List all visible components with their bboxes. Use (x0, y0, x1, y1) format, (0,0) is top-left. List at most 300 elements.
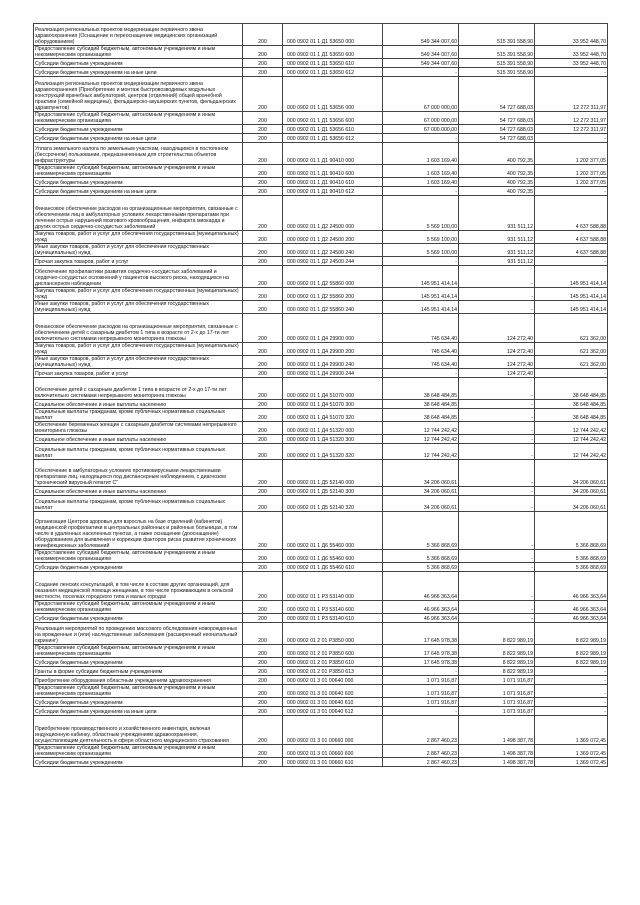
executed-amount-cell: 515 391 558,90 (459, 46, 535, 59)
executed-amount-cell: 54 727 688,03 (459, 112, 535, 125)
executed-amount-cell: 515 391 558,90 (459, 68, 535, 77)
expense-name-cell: Субсидии бюджетным учреждениям (34, 59, 243, 68)
approved-amount-cell: 34 206 060,61 (383, 487, 459, 496)
expense-name-cell: Социальные выплаты гражданам, кроме публичных нормативных социальных выплат (34, 409, 243, 422)
unexecuted-amount-cell: 12 272 311,97 (535, 77, 608, 112)
approved-amount-cell: 2 867 460,23 (383, 758, 459, 767)
line-code-cell: 200 (243, 550, 283, 563)
expense-name-cell: Субсидии бюджетным учреждениям на иные цели (34, 68, 243, 77)
line-code-cell: 200 (243, 143, 283, 165)
expense-name-cell: Создание ленских консультаций, в том числе в составе других организаций, для оказания медицинской помощи женщинам, в том числе проживающим в сельской местности, поселках городского типа и малых городах (34, 572, 243, 601)
unexecuted-amount-cell: - (535, 685, 608, 698)
executed-amount-cell: 54 727 688,03 (459, 77, 535, 112)
executed-amount-cell: 931 511,12 (459, 257, 535, 266)
classification-code-cell: 000 0902 01 3 01 00640 000 (283, 676, 383, 685)
table-row (34, 400, 608, 409)
unexecuted-amount-cell: 5 366 868,69 (535, 550, 608, 563)
classification-code-cell: 000 0902 01 1 Д4 29900 000 (283, 314, 383, 343)
line-code-cell: 200 (243, 231, 283, 244)
classification-code-cell: 000 0902 01 1 Д6 55460 000 (283, 512, 383, 550)
line-code-cell: 200 (243, 59, 283, 68)
expense-name-cell: Социальные выплаты гражданам, кроме публичных нормативных социальных выплат (34, 496, 243, 512)
classification-code-cell: 000 0902 01 1 Р3 53140 600 (283, 601, 383, 614)
line-code-cell: 200 (243, 288, 283, 301)
executed-amount-cell: 931 511,12 (459, 231, 535, 244)
executed-amount-cell: - (459, 460, 535, 487)
approved-amount-cell: 67 000 000,00 (383, 125, 459, 134)
classification-code-cell: 000 0902 01 1 Д2 55860 240 (283, 301, 383, 314)
approved-amount-cell: 5 569 100,00 (383, 196, 459, 231)
classification-code-cell: 000 0902 01 1 Д4 51320 300 (283, 435, 383, 444)
unexecuted-amount-cell: 1 369 072,45 (535, 758, 608, 767)
expense-name-cell: Предоставление субсидий бюджетным, автономным учреждениям и иным некоммерческим организациям (34, 46, 243, 59)
approved-amount-cell: 12 744 242,42 (383, 444, 459, 460)
expense-name-cell: Субсидии бюджетным учреждениям (34, 658, 243, 667)
executed-amount-cell: - (459, 487, 535, 496)
classification-code-cell: 000 0902 01 1 Д2 24500 240 (283, 244, 383, 257)
classification-code-cell: 000 0902 01 1 Д2 55860 000 (283, 266, 383, 288)
expense-name-cell: Предоставление субсидий бюджетным, автономным учреждениям и иным некоммерческим организациям (34, 112, 243, 125)
table-row (34, 563, 608, 572)
expense-name-cell: Предоставление субсидий бюджетным, автономным учреждениям и иным некоммерческим организациям (34, 601, 243, 614)
classification-code-cell: 000 0902 01 1 Д4 51070 320 (283, 409, 383, 422)
table-row (34, 59, 608, 68)
approved-amount-cell: 745 634,40 (383, 343, 459, 356)
unexecuted-amount-cell: 12 272 311,97 (535, 125, 608, 134)
expense-name-cell: Субсидии бюджетным учреждениям (34, 758, 243, 767)
line-code-cell: 200 (243, 745, 283, 758)
expense-name-cell: Закупка товаров, работ и услуг для обеспечения государственных (муниципальных) нужд (34, 288, 243, 301)
line-code-cell: 200 (243, 623, 283, 645)
unexecuted-amount-cell: 1 369 072,45 (535, 716, 608, 745)
executed-amount-cell: 931 511,12 (459, 244, 535, 257)
unexecuted-amount-cell: 4 637 588,88 (535, 196, 608, 231)
approved-amount-cell: 1 071 916,87 (383, 698, 459, 707)
approved-amount-cell: 5 569 100,00 (383, 244, 459, 257)
approved-amount-cell: 46 966 363,64 (383, 601, 459, 614)
unexecuted-amount-cell: 12 744 242,42 (535, 435, 608, 444)
table-row (34, 444, 608, 460)
classification-code-cell: 000 0902 01 3 01 00640 610 (283, 698, 383, 707)
line-code-cell: 200 (243, 356, 283, 369)
executed-amount-cell: 54 727 688,03 (459, 125, 535, 134)
approved-amount-cell: 745 634,40 (383, 356, 459, 369)
expense-name-cell: Финансовое обеспечение расходов на организационные мероприятия, связанные с обеспечением детей с сахарным диабетом 1 типа в возрасте от 2-х до 17-ти лет включительно системами непрерывного мониторинга глюкозы (34, 314, 243, 343)
expense-name-cell: Иные закупки товаров, работ и услуг для обеспечения государственных (муниципальных) нужд (34, 301, 243, 314)
classification-code-cell: 000 0902 01 3 01 00660 600 (283, 745, 383, 758)
unexecuted-amount-cell: 1 202 377,05 (535, 178, 608, 187)
table-row (34, 143, 608, 165)
expense-name-cell: Организация Центров здоровья для взрослых на базе отделений (кабинетов) медицинской профилактики в центральных районных и районных больницах, в том числе в удаленных населенных пунктах, а также оснащение (дооснащение) оборудованием для выявления и коррекции факторов риска развития хронических неинфекционных заболеваний (34, 512, 243, 550)
executed-amount-cell: - (459, 601, 535, 614)
executed-amount-cell: 124 272,40 (459, 314, 535, 343)
executed-amount-cell: - (459, 301, 535, 314)
expense-name-cell: Предоставление субсидий бюджетным, автономным учреждениям и иным некоммерческим организациям (34, 165, 243, 178)
expense-name-cell: Субсидии бюджетным учреждениям на иные цели (34, 707, 243, 716)
approved-amount-cell: 38 648 484,85 (383, 409, 459, 422)
classification-code-cell: 000 0902 01 1 Д2 24500 200 (283, 231, 383, 244)
table-row (34, 356, 608, 369)
expense-name-cell: Субсидии бюджетным учреждениям на иные цели (34, 187, 243, 196)
line-code-cell: 200 (243, 422, 283, 435)
classification-code-cell: 000 0902 01 1 Д5 52140 000 (283, 460, 383, 487)
unexecuted-amount-cell: 38 648 484,85 (535, 409, 608, 422)
line-code-cell: 200 (243, 698, 283, 707)
table-row (34, 288, 608, 301)
line-code-cell: 200 (243, 758, 283, 767)
classification-code-cell: 000 0902 01 1 Д5 52140 300 (283, 487, 383, 496)
approved-amount-cell: 12 744 242,42 (383, 422, 459, 435)
classification-code-cell: 000 0902 01 2 01 Р3850 000 (283, 623, 383, 645)
table-row (34, 257, 608, 266)
classification-code-cell: 000 0902 01 1 Д4 29900 244 (283, 369, 383, 378)
line-code-cell: 200 (243, 112, 283, 125)
table-row (34, 125, 608, 134)
expense-name-cell: Субсидии бюджетным учреждениям на иные цели (34, 134, 243, 143)
approved-amount-cell: 549 344 007,60 (383, 46, 459, 59)
unexecuted-amount-cell: - (535, 707, 608, 716)
unexecuted-amount-cell: - (535, 676, 608, 685)
unexecuted-amount-cell: 5 366 868,69 (535, 512, 608, 550)
line-code-cell: 200 (243, 487, 283, 496)
unexecuted-amount-cell: 12 744 242,42 (535, 444, 608, 460)
expense-name-cell: Реализация мероприятий по проведению массового обследования новорожденных на врожденные и (или) наследственные заболевания (расширенный неонатальный скрининг) (34, 623, 243, 645)
unexecuted-amount-cell: - (535, 369, 608, 378)
approved-amount-cell: 145 951 414,14 (383, 288, 459, 301)
classification-code-cell: 000 0902 01 1 Д1 90410 600 (283, 165, 383, 178)
expense-name-cell: Закупка товаров, работ и услуг для обеспечения государственных (муниципальных) нужд (34, 231, 243, 244)
expense-name-cell: Уплата земельного налога по земельным участкам, находящимся в постоянном (бессрочном) пользовании, предназначенным для строительства объектов инфраструктуры (34, 143, 243, 165)
line-code-cell: 200 (243, 601, 283, 614)
unexecuted-amount-cell: 1 202 377,05 (535, 165, 608, 178)
expense-name-cell: Обеспечение беременных женщин с сахарным диабетом системами непрерывного мониторинга глюкозы (34, 422, 243, 435)
table-row (34, 645, 608, 658)
executed-amount-cell: - (459, 563, 535, 572)
classification-code-cell: 000 0902 01 1 Д4 51070 000 (283, 378, 383, 400)
unexecuted-amount-cell: 34 206 060,61 (535, 496, 608, 512)
approved-amount-cell: - (383, 707, 459, 716)
approved-amount-cell: 17 645 978,38 (383, 658, 459, 667)
approved-amount-cell: - (383, 369, 459, 378)
expense-name-cell: Социальные выплаты гражданам, кроме публичных нормативных социальных выплат (34, 444, 243, 460)
executed-amount-cell: 8 822 989,19 (459, 658, 535, 667)
table-row (34, 707, 608, 716)
expense-name-cell: Субсидии бюджетным учреждениям (34, 178, 243, 187)
approved-amount-cell: 34 206 060,61 (383, 460, 459, 487)
unexecuted-amount-cell: 33 952 448,70 (535, 59, 608, 68)
unexecuted-amount-cell: - (535, 667, 608, 676)
table-row (34, 496, 608, 512)
line-code-cell: 200 (243, 244, 283, 257)
table-row (34, 314, 608, 343)
classification-code-cell: 000 0902 01 1 Д1 53656 610 (283, 125, 383, 134)
unexecuted-amount-cell: 33 952 448,70 (535, 24, 608, 46)
unexecuted-amount-cell: 1 202 377,05 (535, 143, 608, 165)
line-code-cell: 200 (243, 658, 283, 667)
table-row (34, 572, 608, 601)
line-code-cell: 200 (243, 266, 283, 288)
expense-name-cell: Предоставление субсидий бюджетным, автономным учреждениям и иным некоммерческим организациям (34, 550, 243, 563)
approved-amount-cell: 46 966 363,64 (383, 572, 459, 601)
approved-amount-cell: 745 634,40 (383, 314, 459, 343)
line-code-cell: 200 (243, 46, 283, 59)
classification-code-cell: 000 0902 01 1 Д4 51320 320 (283, 444, 383, 460)
executed-amount-cell: 931 511,12 (459, 196, 535, 231)
executed-amount-cell: 54 727 688,03 (459, 134, 535, 143)
line-code-cell: 200 (243, 165, 283, 178)
expense-name-cell: Субсидии бюджетным учреждениям (34, 125, 243, 134)
expense-name-cell: Реализация региональных проектов модернизации первичного звена здравоохранения (Приобретение и монтаж быстровозводимых модульных конструкций врачебных амбулаторий, центров (отделений) общей врачебной практики (семейной медицины), фельдшерско-акушерских пунктов, фельдшерских здравпунктов) (34, 77, 243, 112)
approved-amount-cell: - (383, 257, 459, 266)
executed-amount-cell: - (459, 614, 535, 623)
approved-amount-cell: - (383, 667, 459, 676)
classification-code-cell: 000 0902 01 1 Д4 51320 000 (283, 422, 383, 435)
table-row (34, 301, 608, 314)
table-row (34, 676, 608, 685)
line-code-cell: 200 (243, 645, 283, 658)
line-code-cell: 200 (243, 187, 283, 196)
classification-code-cell: 000 0902 01 1 Д1 53656 600 (283, 112, 383, 125)
classification-code-cell: 000 0902 01 1 Д2 24500 000 (283, 196, 383, 231)
unexecuted-amount-cell: 8 822 989,19 (535, 658, 608, 667)
table-row (34, 378, 608, 400)
classification-code-cell: 000 0902 01 1 Д4 29900 240 (283, 356, 383, 369)
classification-code-cell: 000 0902 01 3 01 00660 610 (283, 758, 383, 767)
expense-name-cell: Субсидии бюджетным учреждениям (34, 563, 243, 572)
unexecuted-amount-cell: 621 362,00 (535, 356, 608, 369)
executed-amount-cell: - (459, 400, 535, 409)
executed-amount-cell: 1 071 916,87 (459, 698, 535, 707)
classification-code-cell: 000 0902 01 1 Д1 53650 610 (283, 59, 383, 68)
table-row (34, 487, 608, 496)
executed-amount-cell: - (459, 409, 535, 422)
table-row (34, 685, 608, 698)
executed-amount-cell: 1 498 387,78 (459, 745, 535, 758)
executed-amount-cell: 8 822 989,19 (459, 623, 535, 645)
approved-amount-cell: 1 603 169,40 (383, 178, 459, 187)
approved-amount-cell: - (383, 68, 459, 77)
classification-code-cell: 000 0902 01 1 Р3 53140 000 (283, 572, 383, 601)
unexecuted-amount-cell: 4 637 588,88 (535, 231, 608, 244)
expense-name-cell: Социальное обеспечение и иные выплаты населению (34, 400, 243, 409)
unexecuted-amount-cell: 8 822 989,19 (535, 645, 608, 658)
executed-amount-cell: 1 071 916,87 (459, 676, 535, 685)
table-row (34, 46, 608, 59)
approved-amount-cell: 34 206 060,61 (383, 496, 459, 512)
approved-amount-cell: 1 071 916,87 (383, 685, 459, 698)
unexecuted-amount-cell: 12 272 311,97 (535, 112, 608, 125)
unexecuted-amount-cell: - (535, 134, 608, 143)
line-code-cell: 200 (243, 409, 283, 422)
expense-name-cell: Предоставление субсидий бюджетным, автономным учреждениям и иным некоммерческим организациям (34, 685, 243, 698)
executed-amount-cell: 1 071 916,87 (459, 685, 535, 698)
table-row (34, 231, 608, 244)
line-code-cell: 200 (243, 257, 283, 266)
approved-amount-cell: 145 951 414,14 (383, 266, 459, 288)
unexecuted-amount-cell: - (535, 698, 608, 707)
approved-amount-cell: - (383, 134, 459, 143)
unexecuted-amount-cell: 5 366 868,69 (535, 563, 608, 572)
executed-amount-cell: 515 391 558,90 (459, 59, 535, 68)
expense-name-cell: Предоставление субсидий бюджетным, автономным учреждениям и иным некоммерческим организациям (34, 745, 243, 758)
table-row (34, 68, 608, 77)
approved-amount-cell: 67 000 000,00 (383, 112, 459, 125)
line-code-cell: 200 (243, 685, 283, 698)
budget-execution-table (33, 23, 608, 767)
classification-code-cell: 000 0902 01 3 01 00640 612 (283, 707, 383, 716)
unexecuted-amount-cell: 46 966 363,64 (535, 572, 608, 601)
expense-name-cell: Реализация региональных проектов модернизации первичного звена здравоохранения (Оснащение и переоснащение медицинских организаций оборудованием) (34, 24, 243, 46)
approved-amount-cell: - (383, 187, 459, 196)
table-row (34, 614, 608, 623)
line-code-cell: 200 (243, 24, 283, 46)
executed-amount-cell: - (459, 288, 535, 301)
approved-amount-cell: 38 648 484,85 (383, 378, 459, 400)
unexecuted-amount-cell: 145 951 414,14 (535, 301, 608, 314)
expense-name-cell: Иные закупки товаров, работ и услуг для обеспечения государственных (муниципальных) нужд (34, 244, 243, 257)
line-code-cell: 200 (243, 435, 283, 444)
line-code-cell: 200 (243, 301, 283, 314)
unexecuted-amount-cell: 33 952 448,70 (535, 46, 608, 59)
classification-code-cell: 000 0902 01 2 01 Р3850 610 (283, 658, 383, 667)
classification-code-cell: 000 0902 01 2 01 Р3850 613 (283, 667, 383, 676)
line-code-cell: 200 (243, 716, 283, 745)
executed-amount-cell: 8 822 989,19 (459, 645, 535, 658)
unexecuted-amount-cell: - (535, 187, 608, 196)
unexecuted-amount-cell: 34 206 060,61 (535, 487, 608, 496)
unexecuted-amount-cell: 46 966 363,64 (535, 614, 608, 623)
executed-amount-cell: - (459, 444, 535, 460)
classification-code-cell: 000 0902 01 1 Д2 24500 244 (283, 257, 383, 266)
line-code-cell: 200 (243, 667, 283, 676)
executed-amount-cell: 8 822 989,19 (459, 667, 535, 676)
table-row (34, 601, 608, 614)
executed-amount-cell: 124 272,40 (459, 343, 535, 356)
expense-name-cell: Приобретение производственного и хозяйственного инвентаря, включая индукционную кабинку, областным учреждениям здравоохранения, осуществляющим деятельность в сфере областного медицинского страхования (34, 716, 243, 745)
unexecuted-amount-cell: 4 637 588,88 (535, 244, 608, 257)
table-row (34, 369, 608, 378)
line-code-cell: 200 (243, 512, 283, 550)
line-code-cell: 200 (243, 400, 283, 409)
line-code-cell: 200 (243, 378, 283, 400)
expense-name-cell: Приобретение оборудования областным учреждениям здравоохранения (34, 676, 243, 685)
table-row (34, 244, 608, 257)
executed-amount-cell: 1 498 387,78 (459, 716, 535, 745)
executed-amount-cell: - (459, 266, 535, 288)
executed-amount-cell: - (459, 550, 535, 563)
table-row (34, 409, 608, 422)
expense-name-cell: Обеспечение в амбулаторных условиях противовирусными лекарственными препаратами лиц, находящихся под диспансерным наблюдением, с диагнозом "хронический вирусный гепатит С" (34, 460, 243, 487)
classification-code-cell: 000 0902 01 1 Д4 29900 200 (283, 343, 383, 356)
classification-code-cell: 000 0902 01 1 Д1 53656 000 (283, 77, 383, 112)
table-row (34, 716, 608, 745)
approved-amount-cell: 549 344 007,60 (383, 59, 459, 68)
table-row (34, 187, 608, 196)
unexecuted-amount-cell: 145 951 414,14 (535, 266, 608, 288)
table-row (34, 77, 608, 112)
approved-amount-cell: 17 645 978,38 (383, 623, 459, 645)
classification-code-cell: 000 0902 01 1 Д1 90410 612 (283, 187, 383, 196)
executed-amount-cell: - (459, 572, 535, 601)
classification-code-cell: 000 0902 01 1 Д1 53650 612 (283, 68, 383, 77)
table-row (34, 422, 608, 435)
expense-name-cell: Гранты в форме субсидии бюджетным учреждениям (34, 667, 243, 676)
approved-amount-cell: 1 603 169,40 (383, 143, 459, 165)
table-row (34, 435, 608, 444)
expense-name-cell: Прочая закупка товаров, работ и услуг (34, 369, 243, 378)
unexecuted-amount-cell: 12 744 242,42 (535, 422, 608, 435)
approved-amount-cell: 5 366 868,69 (383, 550, 459, 563)
unexecuted-amount-cell: 46 966 363,64 (535, 601, 608, 614)
unexecuted-amount-cell: 34 206 060,61 (535, 460, 608, 487)
approved-amount-cell: 46 966 363,64 (383, 614, 459, 623)
classification-code-cell: 000 0902 01 1 Д1 90410 000 (283, 143, 383, 165)
line-code-cell: 200 (243, 369, 283, 378)
line-code-cell: 200 (243, 68, 283, 77)
table-row (34, 667, 608, 676)
unexecuted-amount-cell: 1 369 072,45 (535, 745, 608, 758)
approved-amount-cell: 5 569 100,00 (383, 231, 459, 244)
unexecuted-amount-cell: 38 648 484,85 (535, 400, 608, 409)
approved-amount-cell: 1 071 916,87 (383, 676, 459, 685)
expense-name-cell: Обеспечение профилактики развития сердечно-сосудистых заболеваний и сердечно-сосудистых осложнений у пациентов высокого риска, находящихся на диспансерном наблюдении (34, 266, 243, 288)
classification-code-cell: 000 0902 01 1 Д1 53650 600 (283, 46, 383, 59)
unexecuted-amount-cell: 621 362,00 (535, 314, 608, 343)
approved-amount-cell: 1 603 169,40 (383, 165, 459, 178)
table-row (34, 134, 608, 143)
approved-amount-cell: 38 648 484,85 (383, 400, 459, 409)
classification-code-cell: 000 0902 01 3 01 00660 000 (283, 716, 383, 745)
expense-name-cell: Субсидии бюджетным учреждениям (34, 698, 243, 707)
executed-amount-cell: 1 071 916,87 (459, 707, 535, 716)
table-row (34, 745, 608, 758)
line-code-cell: 200 (243, 134, 283, 143)
expense-name-cell: Обеспечение детей с сахарным диабетом 1 типа в возрасте от 2-х до 17-ти лет включительно системами непрерывного мониторинга глюкозы (34, 378, 243, 400)
executed-amount-cell: - (459, 378, 535, 400)
table-row (34, 460, 608, 487)
unexecuted-amount-cell: 8 822 989,19 (535, 623, 608, 645)
classification-code-cell: 000 0902 01 1 Д2 55860 200 (283, 288, 383, 301)
executed-amount-cell: 400 792,35 (459, 165, 535, 178)
executed-amount-cell: - (459, 496, 535, 512)
expense-name-cell: Субсидии бюджетным учреждениям (34, 614, 243, 623)
expense-name-cell: Социальное обеспечение и иные выплаты населению (34, 435, 243, 444)
table-row (34, 24, 608, 46)
approved-amount-cell: 5 366 868,69 (383, 563, 459, 572)
line-code-cell: 200 (243, 196, 283, 231)
executed-amount-cell: 400 792,35 (459, 187, 535, 196)
executed-amount-cell: 515 391 558,90 (459, 24, 535, 46)
table-row (34, 165, 608, 178)
approved-amount-cell: 2 867 460,23 (383, 716, 459, 745)
executed-amount-cell: - (459, 435, 535, 444)
classification-code-cell: 000 0902 01 1 Д6 55460 610 (283, 563, 383, 572)
executed-amount-cell: 124 272,40 (459, 356, 535, 369)
executed-amount-cell: - (459, 422, 535, 435)
table-row (34, 343, 608, 356)
expense-name-cell: Социальное обеспечение и иные выплаты населению (34, 487, 243, 496)
line-code-cell: 200 (243, 125, 283, 134)
table-body (34, 24, 608, 767)
line-code-cell: 200 (243, 444, 283, 460)
table-row (34, 266, 608, 288)
executed-amount-cell: 124 272,40 (459, 369, 535, 378)
expense-name-cell: Прочая закупка товаров, работ и услуг (34, 257, 243, 266)
table-row (34, 658, 608, 667)
classification-code-cell: 000 0902 01 1 Д1 53656 612 (283, 134, 383, 143)
table-row (34, 178, 608, 187)
expense-name-cell: Закупка товаров, работ и услуг для обеспечения государственных (муниципальных) нужд (34, 343, 243, 356)
